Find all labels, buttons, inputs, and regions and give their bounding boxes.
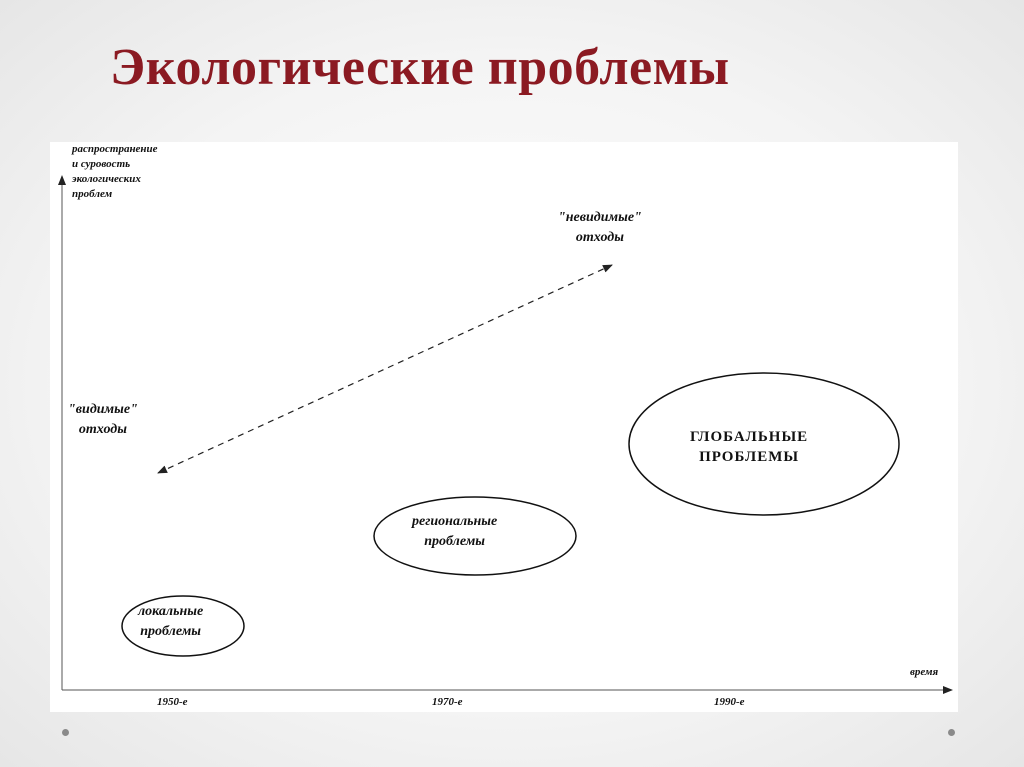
visible-waste-label [68,400,138,440]
y-axis-label-line: проблем [72,188,113,200]
x-axis-label: время [910,666,939,678]
invisible-waste-line: отходы [575,230,624,245]
local-problems-line: локальные [138,604,204,619]
tick-label-1950: 1950-е [157,696,188,708]
slide-title: Экологические проблемы [110,39,730,96]
global-problems-label [690,427,808,467]
regional-problems-label [412,512,497,552]
y-axis-label-line: и суровость [72,158,131,170]
global-problems-line: ГЛОБАЛЬНЫЕ [690,429,809,445]
regional-problems-line: региональные [412,514,498,529]
slide-bullet-dot [62,729,69,736]
invisible-waste-label [558,208,642,248]
tick-label-1990: 1990-е [714,696,745,708]
local-problems-label [138,602,203,642]
local-problems-line: проблемы [140,624,201,639]
diagram-panel [50,142,958,712]
regional-problems-line: проблемы [424,534,485,549]
visible-waste-line: "видимые" [68,402,138,417]
y-axis-label-line: экологических [72,173,141,185]
y-axis-label [72,142,158,202]
visible-waste-line: отходы [78,422,127,437]
waste-trend-arrow [158,265,612,473]
invisible-waste-line: "невидимые" [558,210,642,225]
global-problems-line: ПРОБЛЕМЫ [699,449,800,465]
slide-bullet-dot [948,729,955,736]
tick-label-1970: 1970-е [432,696,463,708]
y-axis-label-line: распространение [72,143,158,155]
